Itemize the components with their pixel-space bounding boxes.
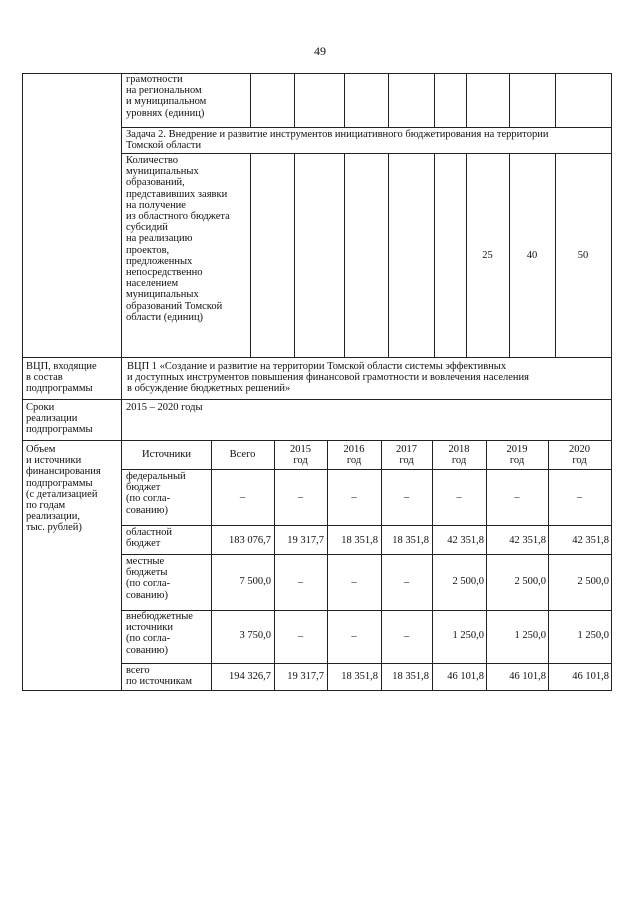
table-border-bottom [22,690,612,691]
vcp-label: ВЦП, входящие в состав подпрограммы [26,361,97,395]
terms-value: 2015 – 2020 годы [126,402,203,413]
fin-header-2015: 2015 год [290,443,311,466]
fin-header-2018: 2018 год [448,443,470,466]
fin-cell: – [576,491,583,503]
fin-cell: 2 500,0 [577,576,609,587]
fin-cell: – [297,631,304,643]
fin-cell: 46 101,8 [509,671,546,682]
fin-cell: – [514,491,520,503]
fin-cell: – [403,491,410,503]
fin-source: всего по источникам [126,665,192,688]
fin-cell: 19 317,7 [287,671,324,682]
fin-cell: 42 351,8 [447,535,484,546]
indicator-name: Количество муниципальных образований, представивших заявки на получение из областного бюджета субсидий на реализацию проектов, предложенных непосредственно населением муниципальных образований Томской области (единиц) [126,155,230,323]
passport-table [22,73,612,690]
fin-cell: – [297,491,304,503]
fin-source: областной бюджет [126,527,172,550]
row-divider [122,127,612,128]
fin-cell: 18 351,8 [341,535,378,546]
fin-header-2017: 2017 год [396,443,417,466]
row-divider [122,153,612,154]
fin-header-2016: 2016 год [343,443,365,466]
fin-source: внебюджетные источники (по согла- сованию) [126,611,193,656]
fin-cell: 1 250,0 [577,630,609,641]
fin-cell: 19 317,7 [287,535,324,546]
page-number: 49 [314,44,326,58]
indicator-value-2019: 40 [526,250,538,262]
indicator-value-2020: 50 [577,250,589,262]
fin-cell: – [403,576,410,588]
fin-cell: 42 351,8 [572,535,609,546]
fin-cell: – [297,576,304,588]
label-column-divider [121,73,122,690]
fin-cell: 1 250,0 [514,630,546,641]
table-border-left [22,73,23,690]
vcp-text: ВЦП 1 «Создание и развитие на территории Томской области системы эффективных и доступных инструментов повышения финансовой грамотности и вовлечения населения в обсуждение бюджетных решений» [127,361,529,395]
fin-cell: – [351,576,357,588]
fin-cell: 46 101,8 [572,671,609,682]
fin-cell: 183 076,7 [229,535,271,546]
row-divider [22,399,612,400]
fin-cell: – [239,491,246,503]
fin-cell: – [351,631,357,643]
table-border-top [22,73,612,74]
financing-label: Объем и источники финансирования подпрограммы (с детализацией по годам реализации, тыс. рублей) [26,444,101,534]
fin-row-divider [122,663,612,664]
fin-cell: 46 101,8 [447,671,484,682]
fin-cell: 7 500,0 [239,576,271,587]
fin-cell: – [351,491,357,503]
fin-cell: 2 500,0 [514,576,546,587]
row-divider [22,357,612,358]
terms-label: Сроки реализации подпрограммы [26,402,93,436]
fin-header-sources: Источники [142,449,191,461]
fin-cell: – [403,631,410,643]
fin-cell: 3 750,0 [239,630,271,641]
fin-header-2020: 2020 год [569,443,590,466]
fin-source: федеральный бюджет (по согла- сованию) [126,471,186,516]
fin-cell: 1 250,0 [452,630,484,641]
fin-source: местные бюджеты (по согла- сованию) [126,556,171,601]
fin-cell: 18 351,8 [341,671,378,682]
fin-cell: 18 351,8 [392,671,429,682]
fin-header-2019: 2019 год [506,443,528,466]
indicator-value-2018: 25 [482,250,493,262]
fin-cell: 18 351,8 [392,535,429,546]
fin-header-total: Всего [229,449,256,461]
fin-row-divider [122,525,612,526]
fin-cell: – [456,491,462,503]
task-2-heading: Задача 2. Внедрение и развитие инструментов инициативного бюджетирования на территории Томской области [126,129,549,152]
table-border-right [611,73,612,690]
indicator-tail-text: грамотности на региональном и муниципальном уровнях (единиц) [126,74,207,119]
fin-cell: 2 500,0 [452,576,484,587]
fin-cell: 194 326,7 [229,671,271,682]
fin-cell: 42 351,8 [509,535,546,546]
